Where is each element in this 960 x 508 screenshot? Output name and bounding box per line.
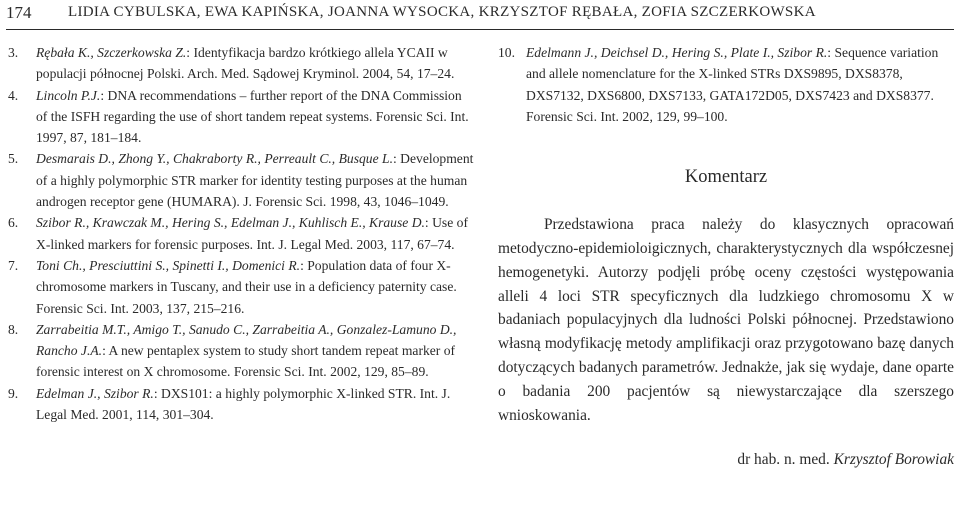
reference-item [8, 148, 474, 212]
reference-authors: Toni Ch., Presciuttini S., Spinetti I., Domenici R. [36, 257, 301, 273]
reference-text: Development of a highly polymorphic STR marker for identity testing purposes at the human androgen receptor gene (HUMARA). J. Forensic Sci. 1998, 43, 1046–1049. [36, 151, 474, 210]
reference-item [8, 212, 474, 255]
reference-separator: : [100, 87, 108, 103]
reference-text: Identyfikacja bardzo krótkiego allela YCAII w populacji północnej Polski. Arch. Med. Sądowej Kryminol. 2004, 54, 17–24. [36, 45, 455, 82]
signature-title: dr hab. n. med. [737, 451, 830, 469]
reference-item [8, 42, 474, 85]
reference-text: DNA recommendations – further report of the DNA Commission of the ISFH regarding the use of short tandem repeat systems. Forensic Sci. Int. 1997, 87, 181–184. [36, 87, 469, 146]
reference-item [8, 85, 474, 149]
comment-body: Przedstawiona praca należy do klasycznych opracowań metodyczno-epidemioloigicznych, charakterystycznych dla współczesnej hemogenetyki. Autorzy podjęli próbę oceny częstości występowania alleli 4 loci STR specyficznych dla ludzkiego chromosomu X w badaniach populacyjnych dla ludności Polski północnej. Przedstawiono własną modyfikację metody amplifikacji oraz przygotowano bazę danych dotyczących badanych parametrów. Jednakże, jak się wydaje, dane oparte o badania 200 pacjentów są niewystarczające dla szerszego wnioskowania. [498, 216, 954, 424]
running-head: LIDIA CYBULSKA, EWA KAPIŃSKA, JOANNA WYSOCKA, KRZYSZTOF RĘBAŁA, ZOFIA SZCZERKOWSKA [68, 4, 816, 20]
reference-number: 7. [8, 257, 19, 273]
reference-separator: : [186, 45, 194, 60]
reference-number: 9. [8, 385, 19, 401]
reference-text: DXS101: a highly polymorphic X-linked STR. Int. J. Legal Med. 2001, 114, 301–304. [36, 385, 451, 423]
reference-separator: : [153, 385, 161, 401]
reference-text: Sequence variation and allele nomenclature for the X-linked STRs DXS9895, DXS8378, DXS7132, DXS6800, DXS7133, GATA172D05, DXS7423 and DXS8377. Forensic Sci. Int. 2002, 129, 99–100. [526, 45, 939, 124]
reference-number: 5. [8, 151, 19, 167]
reference-text: Use of X-linked markers for forensic purposes. Int. J. Legal Med. 2003, 117, 67–74. [36, 215, 468, 252]
reference-authors: Desmarais D., Zhong Y., Chakraborty R., Perreault C., Busque L. [36, 151, 393, 167]
reference-text: A new pentaplex system to study short tandem repeat marker of forensic interest on X chromosome. Forensic Sci. Int. 2002, 129, 85–89. [36, 343, 456, 380]
reference-authors: Rębała K., Szczerkowska Z. [36, 45, 187, 60]
reference-item [498, 42, 954, 127]
reference-item [8, 319, 474, 383]
right-column [498, 42, 954, 471]
reference-item [8, 383, 474, 426]
page-number: 174 [6, 3, 32, 22]
reference-number: 10. [498, 45, 515, 60]
comment-title: Komentarz [684, 167, 768, 188]
reference-separator: : [300, 257, 308, 273]
reference-item [8, 255, 474, 319]
reference-text: Population data of four X-chromosome markers in Tuscany, and their use in a deficiency paternity case. Forensic Sci. Int. 2003, 137, 215–216. [36, 257, 457, 316]
references-column-left [8, 42, 474, 425]
reference-separator: : [102, 343, 109, 359]
reference-number: 6. [8, 215, 19, 231]
reference-separator: : [424, 215, 433, 231]
reference-authors: Edelman J., Szibor R. [36, 385, 154, 401]
comment-signature [498, 449, 954, 471]
reference-number: 8. [8, 321, 19, 337]
reference-separator: : [827, 45, 835, 60]
signature-name: Krzysztof Borowiak [833, 451, 954, 469]
page-header [6, 3, 954, 30]
reference-authors: Lincoln P.J. [36, 87, 101, 103]
reference-authors: Edelmann J., Deichsel D., Hering S., Plate I., Szibor R. [526, 45, 828, 60]
reference-number: 4. [8, 87, 19, 103]
reference-separator: : [392, 151, 401, 167]
reference-authors: Zarrabeitia M.T., Amigo T., Sanudo C., Zarrabeitia A., Gonzalez-Lamuno D., Rancho J.A. [36, 321, 457, 359]
reference-authors: Szibor R., Krawczak M., Hering S., Edelman J., Kuhlisch E., Krause D. [36, 215, 425, 231]
reference-number: 3. [8, 45, 19, 60]
